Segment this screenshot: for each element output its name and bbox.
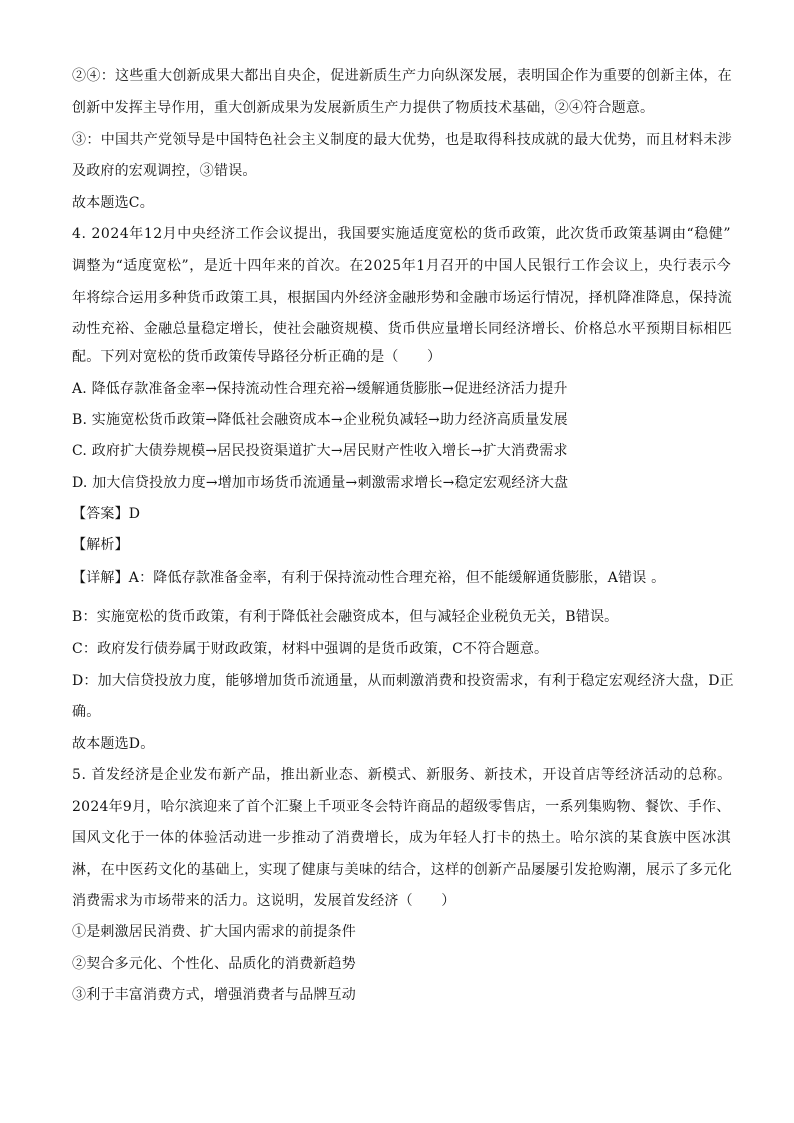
question-4-stem: 4. 2024年12月中央经济工作会议提出，我国要实施适度宽松的货币政策，此次货币政策基调由“稳健” [72, 226, 732, 242]
text-line: 调整为“适度宽松”，是近十四年来的首次。在2025年1月召开的中国人民银行工作会议上，央行表示今 [72, 258, 732, 274]
detail-b: B：实施宽松的货币政策，有利于降低社会融资成本，但与减轻企业税负无关，B错误。 [72, 609, 619, 625]
text-line: 及政府的宏观调控，③错误。 [72, 163, 257, 179]
statement-3: ③利于丰富消费方式，增强消费者与品牌互动 [72, 987, 356, 1003]
text-line: 创新中发挥主导作用，重大创新成果为发展新质生产力提供了物质技术基础，②④符合题意。 [72, 100, 655, 116]
statement-1: ①是刺激居民消费、扩大国内需求的前提条件 [72, 924, 356, 940]
question-5-stem: 5. 首发经济是企业发布新产品，推出新业态、新模式、新服务、新技术，开设首店等经济活动的总称。 [72, 767, 732, 783]
analysis-option-24: ②④：这些重大创新成果大都出自央企，促进新质生产力向纵深发展，表明国企作为重要的创新主体，在 [72, 68, 733, 84]
text-line: 动性充裕、金融总量稳定增长，使社会融资规模、货币供应量增长同经济增长、价格总水平预期目标相匹 [72, 321, 733, 337]
conclusion-q4: 故本题选D。 [72, 736, 155, 752]
text-line: 年将综合运用多种货币政策工具，根据国内外经济金融形势和金融市场运行情况，择机降准降息，保持流 [72, 290, 733, 306]
text-line: 淋，在中医药文化的基础上，实现了健康与美味的结合，这样的创新产品屡屡引发抢购潮，展示了多元化 [72, 862, 733, 878]
detail-a: 【详解】A：降低存款准备金率，有利于保持流动性合理充裕，但不能缓解通货膨胀，A错误 。 [72, 570, 666, 586]
analysis-option-3: ③：中国共产党领导是中国特色社会主义制度的最大优势，也是取得科技成就的最大优势，而且材料未涉 [72, 132, 733, 148]
text-line: 2024年9月，哈尔滨迎来了首个汇聚上千项亚冬会特许商品的超级零售店，一系列集购物、餐饮、手作、 [72, 799, 731, 815]
option-d: D. 加大信贷投放力度→增加市场货币流通量→刺激需求增长→稳定宏观经济大盘 [72, 475, 569, 491]
analysis-label: 【解析】 [72, 537, 129, 553]
conclusion-q3: 故本题选C。 [72, 195, 154, 211]
text-line: 配。下列对宽松的货币政策传导路径分析正确的是（ ） [72, 349, 442, 365]
option-b: B. 实施宽松货币政策→降低社会融资成本→企业税负减轻→助力经济高质量发展 [72, 412, 568, 428]
option-a: A. 降低存款准备金率→保持流动性合理充裕→缓解通货膨胀→促进经济活力提升 [72, 381, 568, 397]
option-c: C. 政府扩大债券规模→居民投资渠道扩大→居民财产性收入增长→扩大消费需求 [72, 443, 568, 459]
answer-label: 【答案】D [72, 506, 141, 522]
text-line: 国风文化于一体的体验活动进一步推动了消费增长，成为年轻人打卡的热土。哈尔滨的某食族中医冰淇 [72, 830, 732, 846]
detail-c: C：政府发行债券属于财政政策，材料中强调的是货币政策，C不符合题意。 [72, 641, 549, 657]
text-line: 确。 [72, 704, 101, 720]
detail-d: D：加大信贷投放力度，能够增加货币流通量，从而刺激消费和投资需求，有利于稳定宏观经济大盘，D正 [72, 673, 734, 689]
statement-2: ②契合多元化、个性化、品质化的消费新趋势 [72, 956, 356, 972]
text-line: 消费需求为市场带来的活力。这说明，发展首发经济（ ） [72, 893, 456, 909]
